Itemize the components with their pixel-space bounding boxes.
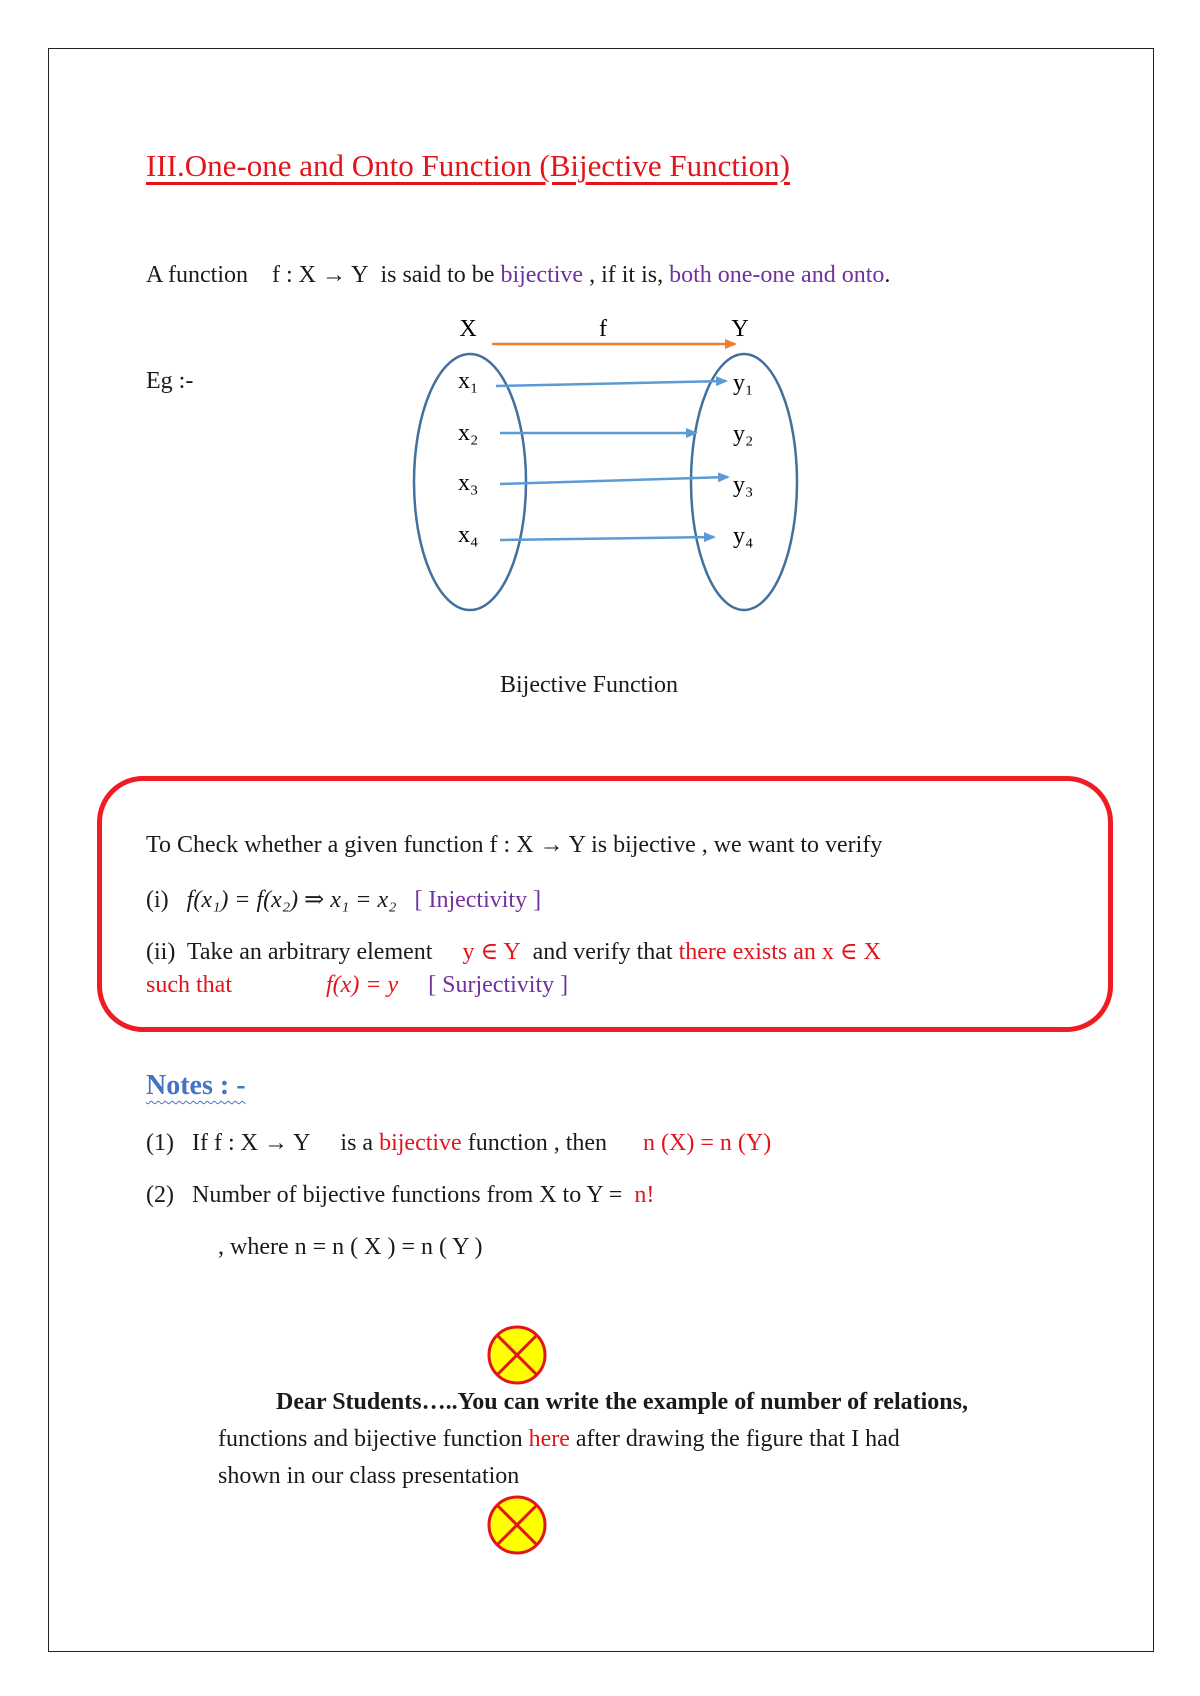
closing-line2-b: after drawing the figure that I had	[575, 1426, 900, 1452]
check-item-surjectivity-line1	[146, 937, 881, 966]
check-item-surjectivity-math	[326, 972, 568, 999]
definition-condition: both one-one and onto	[669, 262, 885, 288]
note2-text: Number of bijective functions from X to Y =	[191, 1182, 623, 1208]
example-label: Eg :-	[146, 368, 194, 394]
check-item1-number: (i)	[146, 887, 169, 913]
codomain-element: y₁	[733, 370, 754, 396]
codomain-element: y₃	[733, 472, 754, 498]
codomain-element: y₄	[733, 523, 754, 549]
cross-circle-icon	[485, 1493, 549, 1557]
mapping-arrow	[500, 537, 714, 540]
definition-connector: , if it is,	[589, 262, 664, 288]
check-item2-math-a: y ∈ Y	[462, 939, 521, 965]
note2-number: (2)	[146, 1182, 174, 1208]
check-item2-tag: [ Surjectivity ]	[428, 972, 569, 998]
check-intro: To Check whether a given function f : X → Y is bijective , we want to verify	[146, 832, 883, 858]
domain-element: x₁	[458, 368, 479, 394]
check-item2-number: (ii)	[146, 939, 176, 965]
definition-term: bijective	[500, 262, 584, 288]
closing-line2-a: functions and bijective function	[218, 1426, 523, 1452]
note1-b: is a	[340, 1130, 374, 1156]
note2-result: n!	[634, 1182, 655, 1208]
check-item2-red-b: such that	[146, 972, 232, 998]
note1-a: If f : X → Y	[191, 1130, 311, 1156]
check-item-surjectivity-line2	[146, 972, 232, 999]
note1-c: function , then	[467, 1130, 608, 1156]
mapping-arrow	[500, 477, 728, 484]
note-2	[146, 1182, 654, 1209]
note-1	[146, 1130, 771, 1157]
cross-circle-icon	[485, 1323, 549, 1387]
closing-line-2	[218, 1421, 900, 1458]
domain-element: x₃	[458, 470, 479, 496]
check-item2-text-a: Take an arbitrary element	[186, 939, 433, 965]
definition-end: .	[884, 262, 891, 288]
function-label: f	[599, 316, 607, 342]
section-title: III.One-one and Onto Function (Bijective Function)	[146, 148, 790, 183]
definition-notation: f : X → Y	[272, 262, 369, 288]
definition-line	[146, 262, 890, 289]
closing-line-3: shown in our class presentation	[218, 1463, 520, 1489]
notes-heading: Notes : -	[146, 1070, 246, 1101]
diagram-caption: Bijective Function	[500, 672, 678, 698]
closing-line-1	[276, 1384, 968, 1421]
note2-where: , where n = n ( X ) = n ( Y )	[218, 1234, 483, 1260]
domain-element: x₄	[458, 522, 479, 548]
note1-result: n (X) = n (Y)	[643, 1130, 772, 1156]
check-item2-red-a: there exists an x ∈ X	[678, 939, 881, 965]
check-item-injectivity	[146, 885, 541, 914]
domain-element: x₂	[458, 420, 479, 446]
mapping-arrow	[496, 381, 726, 386]
codomain-set-label: Y	[731, 316, 749, 342]
domain-set-label: X	[459, 316, 477, 342]
codomain-element: y₂	[733, 421, 754, 447]
check-item2-text-b: and verify that	[532, 939, 673, 965]
closing-line2-red: here	[528, 1426, 570, 1452]
definition-middle: is said to be	[380, 262, 495, 288]
definition-prefix: A function	[146, 262, 248, 288]
closing-bold: Dear Students…..You can write the example of number of relations,	[276, 1389, 968, 1415]
check-item1-math: f(x₁) = f(x₂) ⇒ x₁ = x₂	[186, 887, 397, 913]
note1-number: (1)	[146, 1130, 174, 1156]
note1-term: bijective	[379, 1130, 462, 1156]
check-item1-tag: [ Injectivity ]	[414, 887, 542, 913]
mapping-diagram	[0, 300, 1200, 630]
check-item2-math-b: f(x) = y	[326, 972, 399, 998]
